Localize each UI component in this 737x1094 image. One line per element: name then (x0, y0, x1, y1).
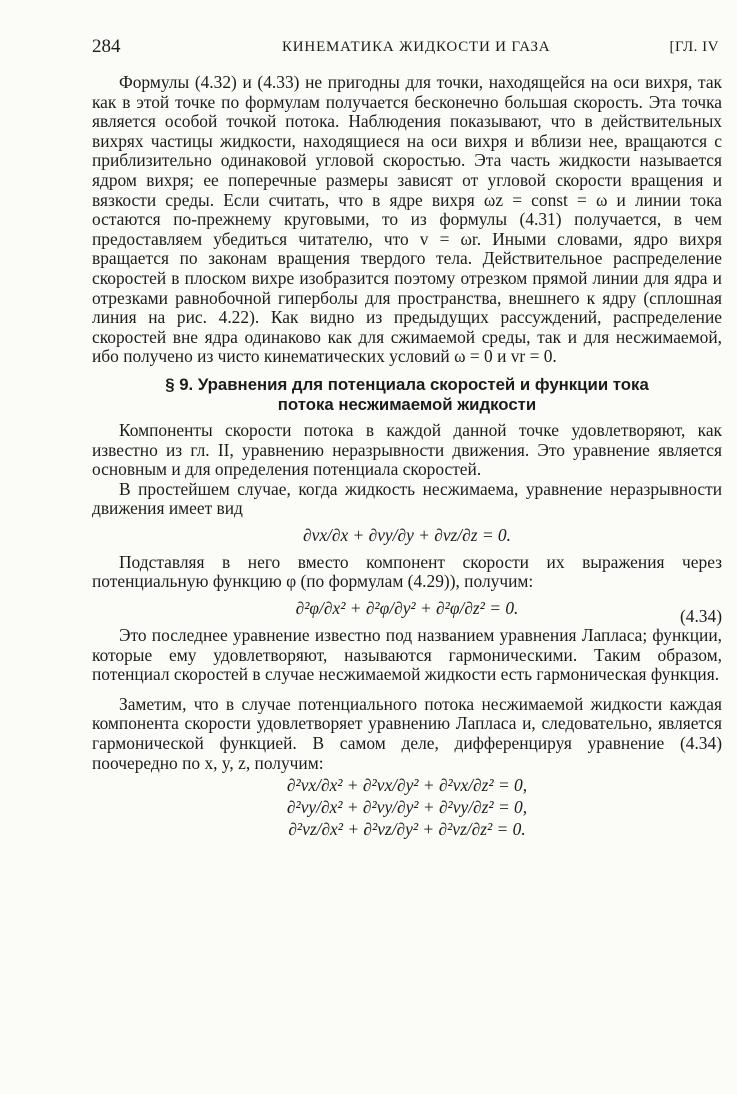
section-title-line-1: § 9. Уравнения для потенциала скоростей и функции тока (165, 374, 649, 394)
page-header (92, 34, 719, 60)
equation-continuity: ∂vx/∂x + ∂vy/∂y + ∂vz/∂z = 0. (303, 524, 511, 545)
paragraph-components: Заметим, что в случае потенциального потока несжимаемой жидкости каждая компонента скорости удовлетворяет уравнению Лапласа и, следовательно, является гармонической функцией. В самом деле, дифференцируя уравнение (4.34) поочередно по x, y, z, получим: (92, 693, 722, 773)
equation-laplace (92, 598, 722, 627)
running-title: КИНЕМАТИКА ЖИДКОСТИ И ГАЗА (282, 39, 551, 55)
paragraph-vortex-core: Формулы (4.32) и (4.33) не пригодны для точки, находящейся на оси вихря, так как в этой точке по формулам получается бесконечно большая скорость. Эта точка является особой точкой потока. Наблюдения показывают, что в действительных вихрях частицы жидкости, находящиеся на оси вихря и вблизи нее, вращаются с приблизительно одинаковой угловой скоростью. Эта часть жидкости называется ядром вихря; ее поперечные размеры зависят от угловой скорости вращения и вязкости среды. Если считать, что в ядре вихря ωz = const = ω и линии тока остаются по-прежнему круговыми, то из формулы (4.31) получается, в чем предоставляем убедиться читателю, что v = ωr. Иными словами, ядро вихря вращается по законам вращения твердого тела. Действительное распределение скоростей в плоском вихре изобразится поэтому отрезком прямой линии для ядра и отрезками равнобочной гиперболы для пространства, внешнего к ядру (сплошная линия на рис. 4.22). Как видно из предыдущих рассуждений, распределение скоростей вне ядра одинаково как для сжимаемой среды, так и для несжимаемой, ибо получено из чисто кинематических условий ω = 0 и vr = 0. (92, 72, 722, 367)
equation-laplace-body: ∂²φ/∂x² + ∂²φ/∂y² + ∂²φ/∂z² = 0. (295, 598, 519, 619)
section-title-line-2: потока несжимаемой жидкости (277, 394, 537, 414)
equation-number: (4.34) (679, 606, 722, 627)
equation-vz: ∂²vz/∂x² + ∂²vz/∂y² + ∂²vz/∂z² = 0. (288, 819, 526, 840)
page-number: 284 (92, 36, 121, 57)
paragraph-substitution: Подставляя в него вместо компонент скорости их выражения через потенциальную функцию φ (по формулам (4.29)), получим: (92, 551, 722, 592)
paragraph-harmonic: Это последнее уравнение известно под названием уравнения Лапласа; функции, которые ему удовлетворяют, называются гармоническими. Таким образом, потенциал скоростей в случае несжимаемой жидкости есть гармоническая функция. (92, 625, 722, 685)
paragraph-incompressible: В простейшем случае, когда жидкость несжимаема, уравнение неразрывности движения имеет вид (92, 478, 722, 519)
section-heading (92, 375, 722, 415)
page-body (92, 73, 722, 841)
paragraph-continuity: Компоненты скорости потока в каждой данной точке удовлетворяют, как известно из гл. II, уравнению неразрывности движения. Это уравнение является основным и для определения потенциала скоростей. (92, 419, 722, 480)
equation-vx: ∂²vx/∂x² + ∂²vx/∂y² + ∂²vx/∂z² = 0, (286, 775, 528, 796)
equation-vy: ∂²vy/∂x² + ∂²vy/∂y² + ∂²vy/∂z² = 0, (286, 797, 528, 818)
chapter-marker: [ГЛ. IV (669, 39, 719, 55)
